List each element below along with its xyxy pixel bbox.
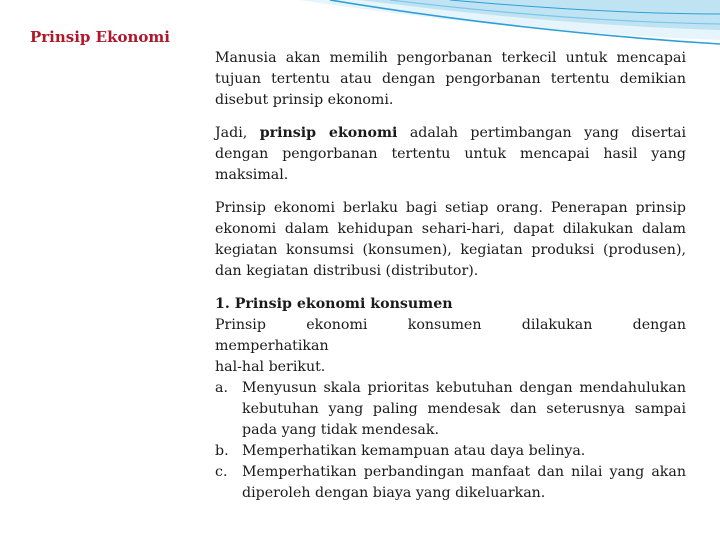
list-item-text: Menyusun skala prioritas kebutuhan dengan mendahulukan kebutuhan yang paling mendesak dan seterusnya sampai pada yang tidak mendesak. — [242, 380, 686, 438]
paragraph-conclusion-rest: adalah pertimbangan yang disertai dengan pengorbanan tertentu untuk mencapai hasil yang maksimal. — [215, 125, 686, 183]
list-item-text: Memperhatikan kemampuan atau daya belinya. — [242, 443, 586, 459]
section-intro-line3: hal-hal berikut. — [215, 359, 326, 375]
intro-word: konsumen — [407, 317, 482, 333]
intro-word: ekonomi — [306, 317, 368, 333]
list-item-marker: b. — [215, 443, 229, 459]
list-item-marker: a. — [215, 380, 228, 396]
paragraph-conclusion-prefix: Jadi, — [215, 125, 260, 141]
section-intro-line2: memperhatikan — [215, 338, 329, 354]
slide-title: Prinsip Ekonomi — [30, 28, 170, 46]
intro-word: Prinsip — [215, 317, 266, 333]
list-item-marker: c. — [215, 464, 228, 480]
intro-word: dilakukan — [521, 317, 593, 333]
list-item — [215, 378, 686, 441]
list-item — [215, 441, 686, 462]
paragraph-conclusion — [215, 123, 686, 186]
intro-word: dengan — [632, 317, 686, 333]
consumer-principle-list — [215, 378, 686, 504]
list-item-text: Memperhatikan perbandingan manfaat dan nilai yang akan diperoleh dengan biaya yang dikeluarkan. — [242, 464, 686, 501]
slide-content — [215, 48, 686, 504]
section-consumer-principle — [215, 294, 686, 504]
section-heading: 1. Prinsip ekonomi konsumen — [215, 296, 453, 312]
section-intro-line1 — [215, 315, 686, 336]
paragraph-conclusion-bold-term: prinsip ekonomi — [259, 125, 398, 141]
paragraph-application: Prinsip ekonomi berlaku bagi setiap orang. Penerapan prinsip ekonomi dalam kehidupan sehari-hari, dapat dilakukan dalam kegiatan konsumsi (konsumen), kegiatan produksi (produsen), dan kegiatan distribusi (distributor). — [215, 200, 686, 279]
paragraph-definition: Manusia akan memilih pengorbanan terkecil untuk mencapai tujuan tertentu atau dengan pengorbanan tertentu demikian disebut prinsip ekonomi. — [215, 50, 686, 108]
list-item — [215, 462, 686, 504]
